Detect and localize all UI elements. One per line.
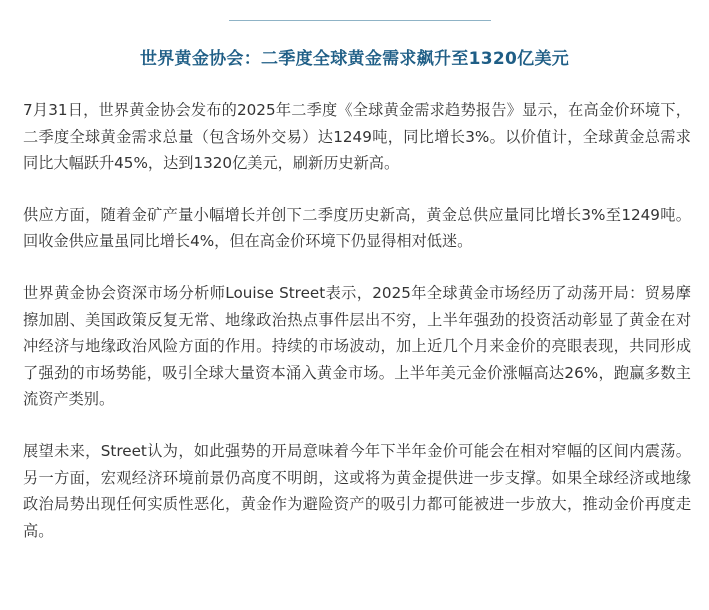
paragraph-3: 世界黄金协会资深市场分析师Louise Street表示，2025年全球黄金市场经历了动荡开局：贸易摩擦加剧、美国政策反复无常、地缘政治热点事件层出不穷，上半年强劲的投资活动彰显了黄金在对冲经济与地缘政治风险方面的作用。持续的市场波动，加上近几个月来金价的亮眼表现，共同形成了强劲的市场势能，吸引全球大量资本涌入黄金市场。上半年美元金价涨幅高达26%，跑赢多数主流资产类别。 (23, 283, 691, 409)
article-title: 世界黄金协会：二季度全球黄金需求飙升至1320亿美元 (139, 49, 570, 69)
paragraph-4: 展望未来，Street认为，如此强势的开局意味着今年下半年金价可能会在相对窄幅的区间内震荡。另一方面，宏观经济环境前景仍高度不明朗，这或将为黄金提供进一步支撑。如果全球经济或地缘政治局势出现任何实质性恶化，黄金作为避险资产的吸引力都可能被进一步放大，推动金价再度走高。 (23, 441, 691, 540)
top-divider (229, 20, 491, 21)
paragraph-1: 7月31日，世界黄金协会发布的2025年二季度《全球黄金需求趋势报告》显示，在高金价环境下，二季度全球黄金需求总量（包含场外交易）达1249吨，同比增长3%。以价值计，全球黄金总需求同比大幅跃升45%，达到1320亿美元，刷新历史新高。 (23, 101, 691, 173)
paragraph-2: 供应方面，随着金矿产量小幅增长并创下二季度历史新高，黄金总供应量同比增长3%至1249吨。回收金供应量虽同比增长4%，但在高金价环境下仍显得相对低迷。 (23, 205, 691, 251)
article-body (23, 97, 691, 569)
